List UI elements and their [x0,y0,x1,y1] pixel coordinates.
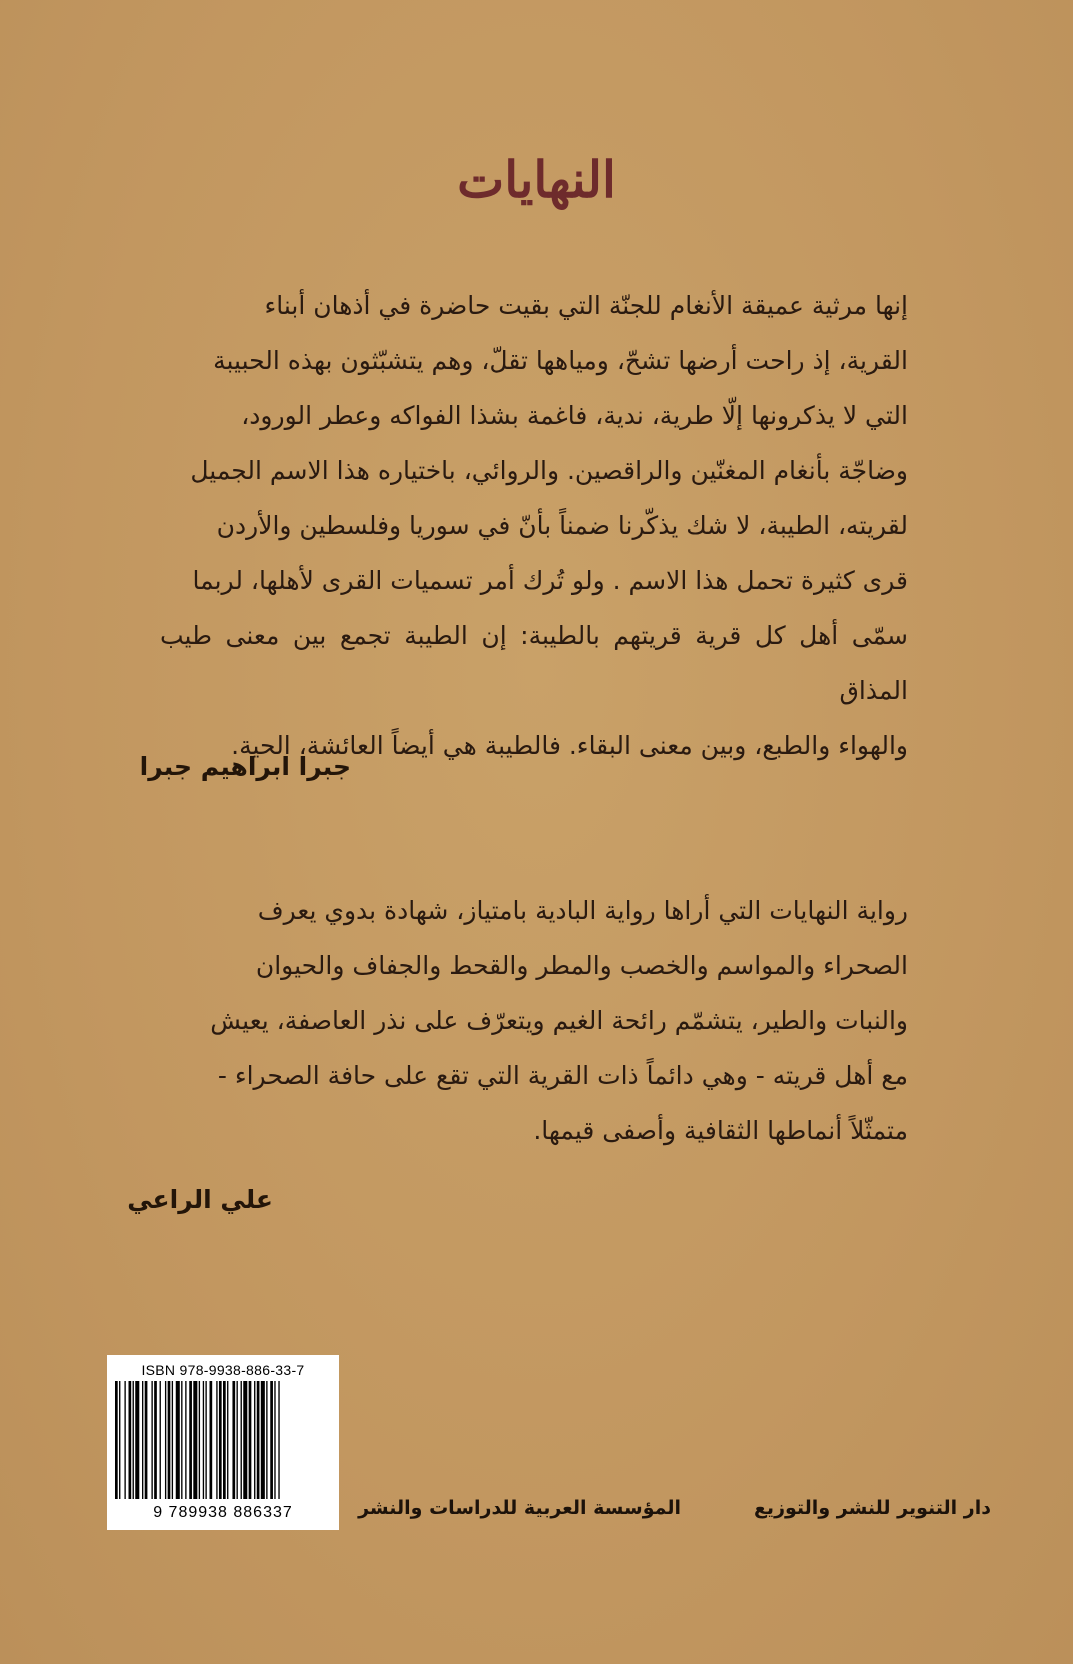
isbn-barcode [107,1355,339,1530]
barcode-bar [160,1381,161,1499]
blurb-line: رواية النهايات التي أراها رواية البادية بامتياز، شهادة بدوي يعرف [257,896,908,925]
isbn-label: ISBN 978-9938-886-33-7 [141,1362,305,1378]
blurb-line: متمثّلاً أنماطها الثقافية وأصفى قيمها. [533,1116,908,1145]
barcode-bar [249,1381,252,1499]
barcode-bar [203,1381,204,1499]
barcode-bar [210,1381,213,1499]
barcode-bar [119,1381,120,1499]
barcode-bar [176,1381,180,1499]
barcode-bar [261,1381,265,1499]
blurb-line: القرية، إذ راحت أرضها تشحّ، ومياهها تقلّ، وهم يتشبّثون بهذه الحبيبة [213,346,908,375]
barcode-bar [181,1381,182,1499]
barcode-bars [113,1381,333,1499]
blurb-line: التي لا يذكرونها إلّا طرية، ندية، فاغمة بشذا الفواكه وعطر الورود، [241,401,908,430]
blurb-author-alraei: علي الراعي [127,1185,273,1214]
barcode-bar [154,1381,157,1499]
barcode-bar [172,1381,173,1499]
blurb-line: والهواء والطبع، وبين معنى البقاء. فالطيبة هي أيضاً العائشة، الحية. [231,731,908,760]
blurb-line: الصحراء والمواسم والخصب والمطر والقحط والجفاف والحيوان [255,951,908,980]
blurb-line: لقريته، الطيبة، لا شك يذكّرنا ضمناً بأنّ في سوريا وفلسطين والأردن [216,511,908,540]
barcode-bar [278,1381,279,1499]
barcode-bar [142,1381,143,1499]
barcode-bar [205,1381,206,1499]
barcode-bar [227,1381,228,1499]
barcode-bar [189,1381,192,1499]
barcode-digits: 9 789938 886337 [153,1504,293,1521]
barcode-bar [151,1381,152,1499]
barcode-bar [237,1381,238,1499]
barcode-bar [193,1381,197,1499]
barcode-bar [219,1381,222,1499]
barcode-bar [241,1381,242,1499]
blurb-line: وضاجّة بأنغام المغنّين والراقصين. والروائي، باختياره هذا الاسم الجميل [190,456,908,485]
blurb-line: إنها مرثية عميقة الأنغام للجنّة التي بقيت حاضرة في أذهان أبناء [264,291,908,320]
barcode-bar [124,1381,125,1499]
barcode-bar [133,1381,134,1499]
barcode-bar [129,1381,132,1499]
blurb-line: مع أهل قريته - وهي دائماً ذات القرية التي تقع على حافة الصحراء - [217,1061,908,1090]
publisher-tanweer: دار التنوير للنشر والتوزيع [753,1497,991,1519]
blurb-line: قرى كثيرة تحمل هذا الاسم . ولو تُرك أمر تسميات القرى لأهلها، لربما [192,566,908,595]
barcode-bar [145,1381,148,1499]
barcode-bar [115,1381,118,1499]
publisher-arab-institute: المؤسسة العربية للدراسات والنشر [358,1497,681,1519]
blurb-alraei [160,883,908,1158]
blurb-jabra [160,278,908,773]
blurb-line: سمّى أهل كل قرية قريتهم بالطيبة: إن الطيبة تجمع بين معنى طيب المذاق [160,621,908,705]
barcode-bar [168,1381,171,1499]
barcode-bar [185,1381,186,1499]
barcode-bar [216,1381,217,1499]
barcode-bar [165,1381,166,1499]
barcode-bar [274,1381,275,1499]
barcode-bar [232,1381,235,1499]
barcode-bar [254,1381,255,1499]
barcode-bar [266,1381,267,1499]
barcode-bar [270,1381,273,1499]
blurb-line: والنبات والطير، يتشمّم رائحة الغيم ويتعرّف على نذر العاصفة، يعيش [210,1006,908,1035]
barcode-bar [243,1381,247,1499]
barcode-bar [199,1381,200,1499]
book-title: النهايات [457,150,616,209]
barcode-bar [257,1381,260,1499]
blurb-author-jabra: جبرا ابراهيم جبرا [139,752,351,781]
barcode-bar [223,1381,226,1499]
barcode-bar [135,1381,139,1499]
